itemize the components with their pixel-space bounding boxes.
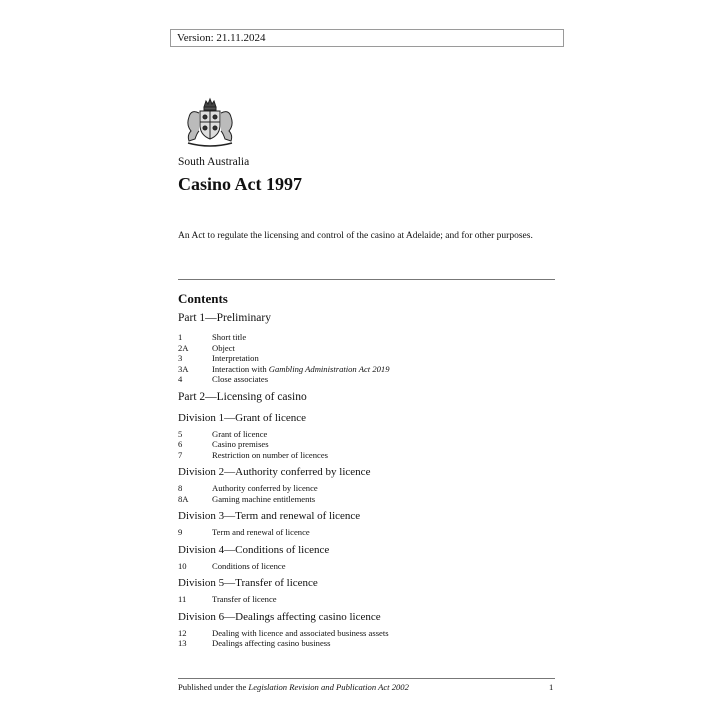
- toc-entry-number: 13: [178, 638, 187, 648]
- toc-entry[interactable]: [178, 450, 555, 461]
- toc-entry-number: 2A: [178, 342, 189, 353]
- toc-entry-title: Conditions of licence: [212, 560, 286, 571]
- toc-entry[interactable]: [178, 353, 555, 364]
- toc-entry[interactable]: [178, 374, 555, 385]
- toc-entry-title: Dealings affecting casino business: [212, 638, 331, 648]
- toc-division-2[interactable]: Division 2—Authority conferred by licence: [178, 466, 371, 478]
- toc-entry-title: [212, 364, 390, 375]
- toc-entry-title: Gaming machine entitlements: [212, 493, 316, 504]
- table-of-contents: [178, 312, 555, 649]
- toc-entry-title: Authority conferred by licence: [212, 483, 318, 493]
- toc-entry-title: Interpretation: [212, 353, 259, 363]
- jurisdiction-label: South Australia: [178, 156, 250, 168]
- toc-division-6[interactable]: Division 6—Dealings affecting casino licence: [178, 610, 381, 623]
- toc-part-2[interactable]: Part 2—Licensing of casino: [178, 390, 307, 403]
- toc-entry-title: Short title: [212, 332, 247, 342]
- toc-entry-title: Close associates: [212, 374, 269, 384]
- toc-part-1[interactable]: Part 1—Preliminary: [178, 312, 271, 324]
- toc-entry-act-reference: Gambling Administration Act 2019: [268, 363, 390, 374]
- toc-entry[interactable]: [178, 527, 555, 538]
- toc-entry-title: Term and renewal of licence: [212, 527, 310, 537]
- toc-entry[interactable]: [178, 628, 555, 639]
- toc-entry[interactable]: [178, 364, 555, 375]
- long-title: An Act to regulate the licensing and control of the casino at Adelaide; and for other purposes.: [178, 231, 533, 241]
- toc-entry[interactable]: [178, 638, 555, 649]
- toc-entry-title: Object: [212, 342, 235, 353]
- toc-division-3[interactable]: Division 3—Term and renewal of licence: [178, 510, 361, 522]
- page-number: 1: [549, 682, 554, 692]
- footer-publication-note: [178, 682, 409, 692]
- toc-entry[interactable]: [178, 594, 555, 605]
- toc-entry-number: 10: [178, 560, 187, 571]
- footer-act-reference: Legislation Revision and Publication Act 2002: [248, 682, 409, 692]
- toc-entry[interactable]: [178, 494, 555, 505]
- toc-entry-number: 6: [178, 439, 183, 449]
- contents-heading: Contents: [178, 291, 228, 306]
- toc-entry-number: 3: [178, 353, 183, 363]
- toc-entry-number: 8: [178, 483, 183, 493]
- coat-of-arms-icon: [180, 95, 240, 147]
- toc-entry[interactable]: [178, 561, 555, 572]
- toc-entry-title: Restriction on number of licences: [212, 449, 328, 460]
- toc-entry[interactable]: [178, 332, 555, 343]
- toc-division-1[interactable]: Division 1—Grant of licence: [178, 411, 306, 424]
- toc-entry-number: 1: [178, 332, 183, 342]
- toc-entry-title: Transfer of licence: [212, 594, 277, 604]
- toc-entry-title: Casino premises: [212, 439, 269, 449]
- toc-entry-title: Grant of licence: [212, 428, 268, 439]
- toc-entry[interactable]: [178, 483, 555, 494]
- top-divider: [178, 279, 555, 280]
- toc-entry-number: 4: [178, 374, 183, 384]
- footer-divider: [178, 678, 555, 679]
- toc-entry-title-prefix: Interaction with: [212, 363, 269, 374]
- toc-entry-number: 9: [178, 527, 183, 537]
- toc-entry-number: 11: [178, 594, 187, 604]
- toc-division-5[interactable]: Division 5—Transfer of licence: [178, 577, 318, 589]
- act-title: Casino Act 1997: [178, 174, 303, 194]
- toc-division-4[interactable]: Division 4—Conditions of licence: [178, 543, 330, 556]
- toc-entry-number: 7: [178, 449, 183, 460]
- toc-entry[interactable]: [178, 429, 555, 440]
- toc-entry-number: 3A: [178, 363, 189, 374]
- toc-entry-number: 12: [178, 627, 187, 638]
- toc-entry[interactable]: [178, 439, 555, 450]
- toc-entry[interactable]: [178, 343, 555, 354]
- footer-prefix: Published under the: [178, 682, 249, 692]
- toc-entry-title: Dealing with licence and associated business assets: [212, 627, 389, 638]
- version-label: Version: 21.11.2024: [170, 29, 564, 47]
- toc-entry-number: 8A: [178, 493, 189, 504]
- toc-entry-number: 5: [178, 428, 183, 439]
